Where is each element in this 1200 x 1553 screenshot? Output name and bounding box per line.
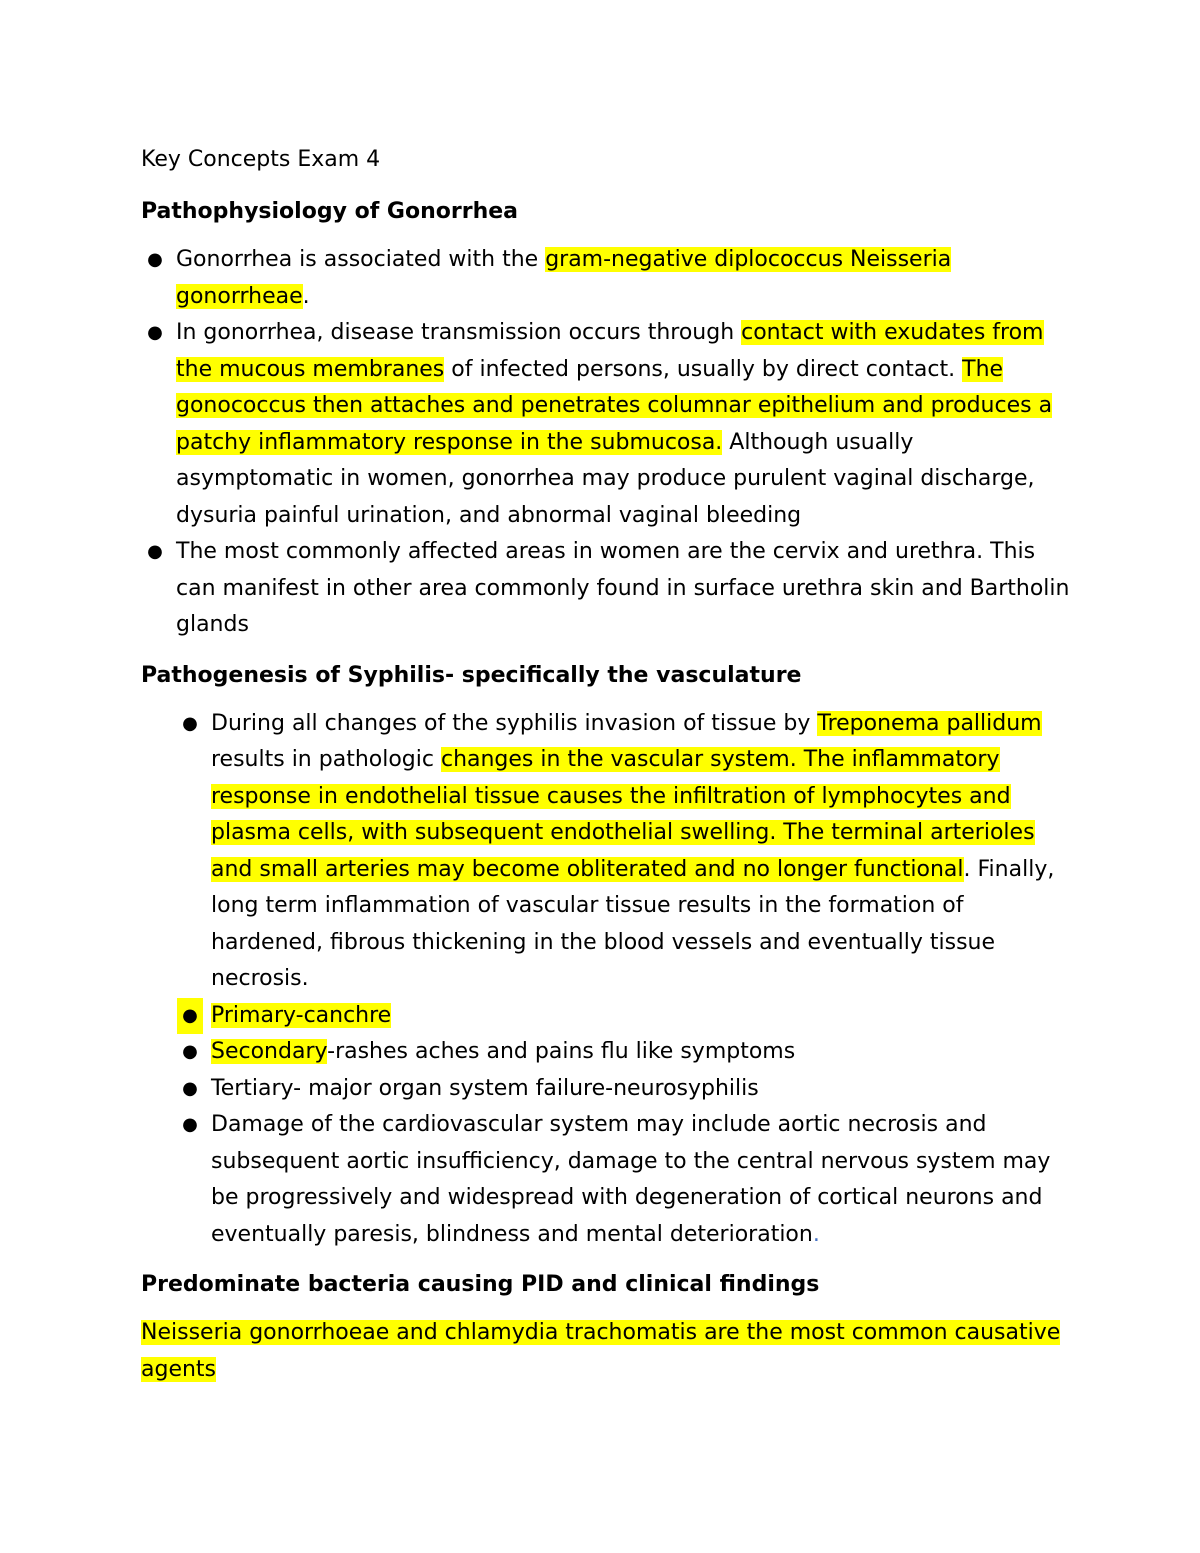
bullet-icon: ●: [182, 1077, 198, 1099]
bullet-icon: ●: [147, 541, 163, 562]
section-heading-gonorrhea: Pathophysiology of Gonorrhea: [141, 199, 518, 224]
list-item: ● The most commonly affected areas in women are the cervix and urethra. This can manifest in other area commonly found in surface urethra skin and Bartholin glands: [176, 534, 1071, 644]
list-item: ● In gonorrhea, disease transmission occurs through contact with exudates from the mucous membranes of infected persons, usually by direct contact. The gonococcus then attaches and penetrates columnar epithelium and produces a patchy inflammatory response in the submucosa. Although usually asymptomatic in women, gonorrhea may produce purulent vaginal discharge, dysuria painful urination, and abnormal vaginal bleeding: [176, 315, 1071, 534]
section-heading-pid: Predominate bacteria causing PID and clinical findings: [141, 1272, 820, 1297]
bullet-icon: ●: [177, 998, 203, 1035]
list-item: ● Tertiary- major organ system failure-neurosyphilis: [211, 1071, 1071, 1108]
highlighted-text: Neisseria gonorrhoeae and chlamydia trachomatis are the most common causative agents: [141, 1320, 1061, 1382]
highlighted-text: changes in the vascular system. The inflammatory response in endothelial tissue causes the infiltration of lymphocytes and plasma cells, with subsequent endothelial swelling. The terminal arterioles and small arteries may become obliterated and no longer functional: [211, 747, 1035, 882]
document-title: Key Concepts Exam 4: [141, 147, 381, 172]
list-item: [182, 998, 1071, 1035]
highlighted-text: contact with exudates from the mucous membranes: [176, 320, 1044, 382]
bullet-icon: ●: [147, 322, 163, 343]
bullet-icon: ●: [182, 1114, 198, 1135]
list-item: ● During all changes of the syphilis invasion of tissue by Treponema pallidum results in pathologic changes in the vascular system. The inflammatory response in endothelial tissue causes the infiltration of lymphocytes and plasma cells, with subsequent endothelial swelling. The terminal arterioles and small arteries may become obliterated and no longer functional. Finally, long term inflammation of vascular tissue results in the formation of hardened, fibrous thickening in the blood vessels and eventually tissue necrosis.: [211, 706, 1071, 998]
document-page: [141, 142, 1071, 1388]
highlighted-text: gram-negative diplococcus Neisseria gonorrheae: [176, 247, 952, 309]
list-item: ● Damage of the cardiovascular system may include aortic necrosis and subsequent aortic insufficiency, damage to the central nervous system may be progressively and widespread with degeneration of cortical neurons and eventually paresis, blindness and mental deterioration.: [211, 1107, 1071, 1253]
highlighted-text: Primary-canchre: [211, 1002, 392, 1028]
list-item: ● Secondary-rashes aches and pains flu like symptoms: [211, 1034, 1071, 1071]
list-item: ● Gonorrhea is associated with the gram-negative diplococcus Neisseria gonorrheae.: [176, 242, 1071, 315]
highlighted-text: Secondary: [211, 1039, 328, 1064]
bullet-icon: ●: [182, 1041, 198, 1062]
syphilis-bullet-list: [141, 706, 1071, 1254]
highlighted-text: Treponema pallidum: [817, 710, 1042, 736]
bullet-icon: ●: [182, 712, 198, 734]
section-heading-syphilis: Pathogenesis of Syphilis- specifically the vasculature: [141, 662, 802, 688]
highlighted-text: The gonococcus then attaches and penetrates columnar epithelium and produces a patchy inflammatory response in the submucosa.: [176, 356, 1053, 455]
gonorrhea-bullet-list: [141, 242, 1071, 644]
pid-paragraph: [141, 1315, 1071, 1388]
bullet-icon: ●: [147, 249, 163, 270]
